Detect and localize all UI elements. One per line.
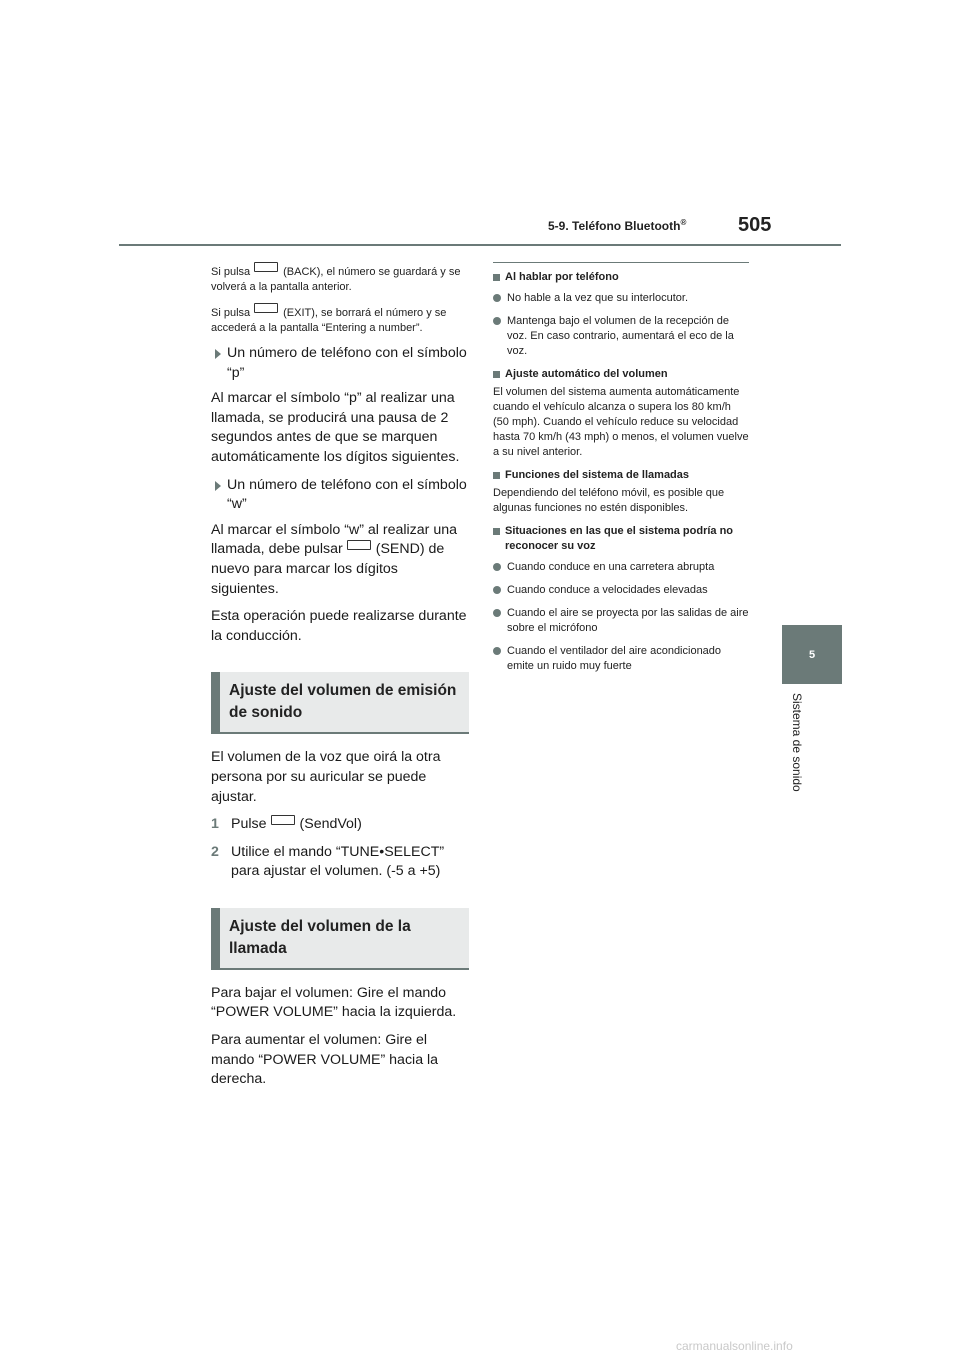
note-exit: Si pulsa (EXIT), se borrará el número y se accederá a la pantalla “Entering a number”. bbox=[211, 303, 469, 336]
text-symbol-p: Al marcar el símbolo “p” al realizar una llamada, se producirá una pausa de 2 segundos antes de que se marquen automáticamente los dígitos siguientes. bbox=[211, 390, 460, 465]
note-back: Si pulsa (BACK), el número se guardará y se volverá a la pantalla anterior. bbox=[211, 262, 469, 295]
step-2: 2 Utilice el mando “TUNE•SELECT” para ajustar el volumen. (-5 a +5) bbox=[211, 843, 445, 880]
bullet-situation-1: Cuando conduce en una carretera abrupta bbox=[493, 560, 749, 575]
text-volume-down: Para bajar el volumen: Gire el mando “POWER VOLUME” hacia la izquierda. bbox=[211, 984, 457, 1021]
round-bullet-icon bbox=[493, 609, 501, 617]
exit-button-icon bbox=[254, 303, 278, 313]
heading-auto-volume: Ajuste automático del volumen bbox=[493, 367, 749, 382]
registered-mark: ® bbox=[680, 218, 687, 227]
text-send-volume: El volumen de la voz que oirá la otra persona por su auricular se puede ajustar. bbox=[211, 749, 441, 805]
round-bullet-icon bbox=[493, 563, 501, 571]
send-button-icon bbox=[347, 540, 371, 550]
heading-send-volume: Ajuste del volumen de emisión de sonido bbox=[211, 672, 469, 734]
chapter-label: Sistema de sonido bbox=[790, 693, 804, 792]
item-symbol-w: Un número de teléfono con el símbolo “w” bbox=[211, 476, 469, 515]
text-symbol-w: Al marcar el símbolo “w” al realizar una llamada, debe pulsar (SEND) de nuevo para marcar los dígitos siguientes. bbox=[211, 521, 457, 597]
bullet-talk-2: Mantenga bajo el volumen de la recepción de voz. En caso contrario, aumentará el eco de la voz. bbox=[493, 314, 749, 359]
heading-functions: Funciones del sistema de llamadas bbox=[493, 468, 749, 483]
right-column bbox=[493, 262, 749, 682]
bullet-situation-2: Cuando conduce a velocidades elevadas bbox=[493, 583, 749, 598]
sendvol-button-icon bbox=[271, 815, 295, 825]
bullet-situation-3: Cuando el aire se proyecta por las salidas de aire sobre el micrófono bbox=[493, 606, 749, 636]
square-bullet-icon bbox=[493, 472, 500, 479]
round-bullet-icon bbox=[493, 647, 501, 655]
heading-call-volume: Ajuste del volumen de la llamada bbox=[211, 908, 469, 970]
section-title: 5-9. Teléfono Bluetooth® bbox=[548, 218, 687, 233]
heading-talking: Al hablar por teléfono bbox=[493, 270, 749, 285]
triangle-bullet-icon bbox=[211, 476, 227, 515]
left-column bbox=[211, 262, 469, 1098]
right-column-divider bbox=[493, 262, 749, 263]
header-divider bbox=[119, 244, 841, 246]
text-drive: Esta operación puede realizarse durante la conducción. bbox=[211, 608, 467, 644]
text-functions: Dependiendo del teléfono móvil, es posible que algunas funciones no estén disponibles. bbox=[493, 487, 725, 514]
step-1: 1 Pulse (SendVol) bbox=[211, 816, 362, 833]
triangle-bullet-icon bbox=[211, 344, 227, 383]
text-volume-up: Para aumentar el volumen: Gire el mando “POWER VOLUME” hacia la derecha. bbox=[211, 1032, 439, 1088]
heading-situations: Situaciones en las que el sistema podría no reconocer su voz bbox=[493, 524, 749, 554]
square-bullet-icon bbox=[493, 371, 500, 378]
bullet-talk-1: No hable a la vez que su interlocutor. bbox=[493, 291, 749, 306]
back-button-icon bbox=[254, 262, 278, 272]
page-number: 505 bbox=[738, 214, 772, 236]
square-bullet-icon bbox=[493, 528, 500, 535]
watermark: carmanualsonline.info bbox=[676, 1339, 793, 1353]
item-symbol-p: Un número de teléfono con el símbolo “p” bbox=[211, 344, 469, 383]
round-bullet-icon bbox=[493, 294, 501, 302]
round-bullet-icon bbox=[493, 317, 501, 325]
chapter-tab[interactable]: 5 bbox=[782, 625, 842, 684]
text-auto-volume: El volumen del sistema aumenta automáticamente cuando el vehículo alcanza o supera los 80 km/h (50 mph). Cuando el vehículo reduce su velocidad hasta 70 km/h (43 mph) o menos, el volumen vuelve a su nivel anterior. bbox=[493, 386, 749, 458]
round-bullet-icon bbox=[493, 586, 501, 594]
bullet-situation-4: Cuando el ventilador del aire acondicionado emite un ruido muy fuerte bbox=[493, 644, 749, 674]
square-bullet-icon bbox=[493, 274, 500, 281]
